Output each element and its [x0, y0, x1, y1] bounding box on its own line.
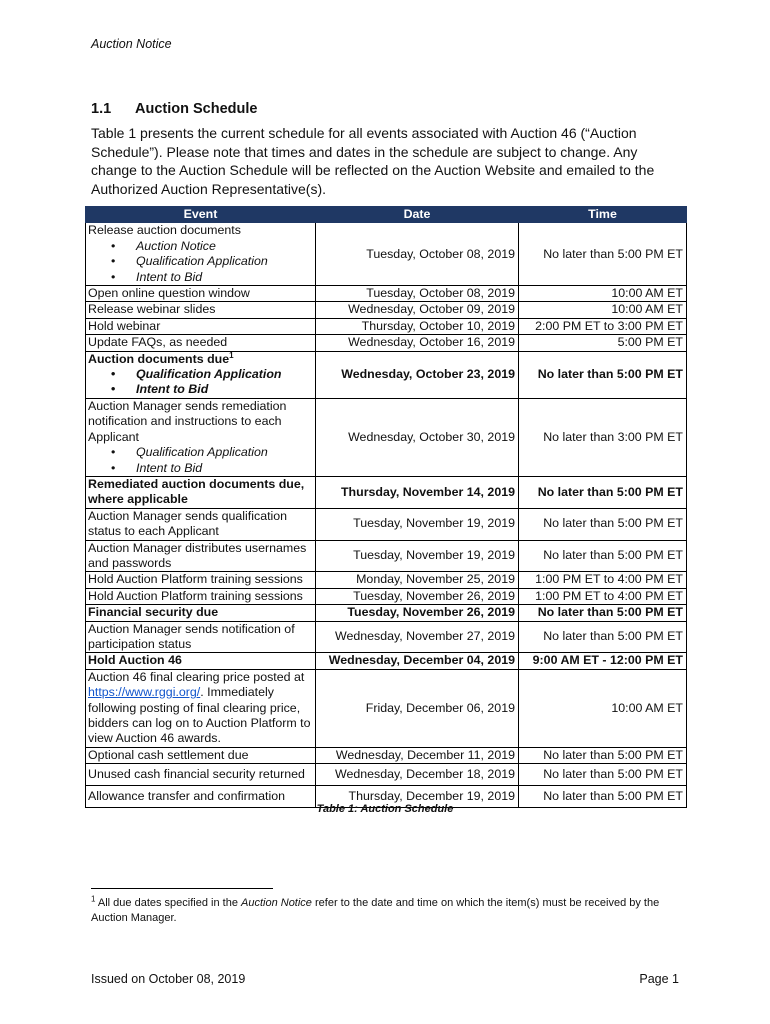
date-cell: Wednesday, December 18, 2019 [316, 764, 519, 786]
time-cell: No later than 5:00 PM ET [519, 223, 687, 286]
footnote-text-italic: Auction Notice [241, 897, 312, 909]
event-cell [86, 223, 316, 286]
bullet-item: • Qualification Application [88, 254, 312, 269]
date-cell: Friday, December 06, 2019 [316, 669, 519, 747]
footnote-ref[interactable]: 1 [229, 350, 234, 360]
date-cell: Thursday, November 14, 2019 [316, 476, 519, 508]
bullet-item: • Auction Notice [88, 239, 312, 254]
header-event: Event [86, 207, 316, 223]
event-cell: Auction Manager distributes usernames and passwords [86, 540, 316, 572]
bullet-item: • Intent to Bid [88, 270, 312, 285]
event-cell: Hold Auction 46 [86, 653, 316, 669]
table-row [86, 476, 687, 508]
event-text-post: . Immediately following posting of final clearing price, bidders can log on to Auction Platform to view Auction 46 awards. [88, 685, 311, 746]
date-cell: Tuesday, November 26, 2019 [316, 588, 519, 604]
bullet-list [88, 239, 312, 285]
bullet-item: • Qualification Application [88, 445, 312, 460]
table-row [86, 223, 687, 286]
time-cell: No later than 5:00 PM ET [519, 764, 687, 786]
table-row [86, 302, 687, 318]
date-cell: Tuesday, November 26, 2019 [316, 605, 519, 621]
event-text-pre: Auction 46 final clearing price posted at [88, 669, 305, 684]
event-cell [86, 351, 316, 398]
time-cell: No later than 5:00 PM ET [519, 351, 687, 398]
time-cell: No later than 3:00 PM ET [519, 398, 687, 476]
table-caption: Table 1: Auction Schedule [316, 803, 454, 815]
bullet-item: • Qualification Application [88, 367, 312, 382]
time-cell: No later than 5:00 PM ET [519, 747, 687, 763]
event-cell: Hold Auction Platform training sessions [86, 588, 316, 604]
event-cell: Hold webinar [86, 318, 316, 334]
time-cell: 1:00 PM ET to 4:00 PM ET [519, 588, 687, 604]
date-cell: Wednesday, October 16, 2019 [316, 335, 519, 351]
date-cell: Wednesday, October 09, 2019 [316, 302, 519, 318]
time-cell: No later than 5:00 PM ET [519, 476, 687, 508]
footnote-divider [91, 888, 273, 889]
time-cell: 10:00 AM ET [519, 286, 687, 302]
table-row [86, 508, 687, 540]
time-cell: No later than 5:00 PM ET [519, 621, 687, 653]
date-cell: Wednesday, December 04, 2019 [316, 653, 519, 669]
header-time: Time [519, 207, 687, 223]
event-text: Auction Manager sends remediation notification and instructions to each Applicant [88, 398, 287, 444]
event-label: Auction documents due [88, 351, 230, 366]
section-heading [91, 101, 257, 117]
event-cell: Unused cash financial security returned [86, 764, 316, 786]
section-title: Auction Schedule [135, 101, 258, 117]
event-cell [86, 398, 316, 476]
table-row [86, 335, 687, 351]
table-row [86, 540, 687, 572]
table-row [86, 588, 687, 604]
header-date: Date [316, 207, 519, 223]
date-cell: Wednesday, October 30, 2019 [316, 398, 519, 476]
table-row [86, 621, 687, 653]
date-cell: Wednesday, October 23, 2019 [316, 351, 519, 398]
bullet-list [88, 445, 312, 476]
footnote [91, 896, 681, 926]
bullet-item: • Intent to Bid [88, 461, 312, 476]
footnote-text-post: refer to the date and time on which the item(s) must be received by the Auction Manager. [91, 897, 660, 924]
footer-issued-date: Issued on October 08, 2019 [91, 972, 246, 986]
table-row [86, 605, 687, 621]
event-cell: Auction Manager sends notification of participation status [86, 621, 316, 653]
table-row [86, 747, 687, 763]
table-row [86, 286, 687, 302]
time-cell: 10:00 AM ET [519, 302, 687, 318]
footnote-text-pre: All due dates specified in the [95, 897, 241, 909]
date-cell: Tuesday, October 08, 2019 [316, 286, 519, 302]
running-header: Auction Notice [91, 37, 172, 51]
time-cell: No later than 5:00 PM ET [519, 605, 687, 621]
event-text [88, 352, 312, 367]
table-row [86, 351, 687, 398]
event-cell: Open online question window [86, 286, 316, 302]
event-cell: Remediated auction documents due, where applicable [86, 476, 316, 508]
date-cell: Wednesday, December 11, 2019 [316, 747, 519, 763]
table-row [86, 653, 687, 669]
section-number: 1.1 [91, 101, 112, 117]
table-row [86, 398, 687, 476]
time-cell: 10:00 AM ET [519, 669, 687, 747]
bullet-item: • Intent to Bid [88, 382, 312, 397]
table-row [86, 669, 687, 747]
table-row [86, 764, 687, 786]
time-cell: 2:00 PM ET to 3:00 PM ET [519, 318, 687, 334]
table-header-row [86, 207, 687, 223]
event-cell: Auction Manager sends qualification status to each Applicant [86, 508, 316, 540]
date-cell: Thursday, October 10, 2019 [316, 318, 519, 334]
event-text: Release auction documents [88, 223, 241, 238]
event-cell: Financial security due [86, 605, 316, 621]
bullet-list [88, 367, 312, 398]
date-cell: Tuesday, November 19, 2019 [316, 540, 519, 572]
footer-page-number: Page 1 [639, 972, 679, 986]
time-cell: 5:00 PM ET [519, 335, 687, 351]
event-cell [86, 669, 316, 747]
auction-schedule-table [85, 206, 687, 808]
event-cell: Update FAQs, as needed [86, 335, 316, 351]
time-cell: 1:00 PM ET to 4:00 PM ET [519, 572, 687, 588]
intro-paragraph: Table 1 presents the current schedule for all events associated with Auction 46 (“Auction Schedule”). Please note that times and dates in the schedule are subject to change. Any change to the Auction Schedule will be reflected on the Auction Website and emailed to the Authorized Auction Representative(s). [91, 125, 655, 197]
event-cell: Optional cash settlement due [86, 747, 316, 763]
date-cell: Monday, November 25, 2019 [316, 572, 519, 588]
time-cell: No later than 5:00 PM ET [519, 540, 687, 572]
time-cell: No later than 5:00 PM ET [519, 786, 687, 808]
time-cell: No later than 5:00 PM ET [519, 508, 687, 540]
rggi-link[interactable]: https://www.rggi.org/ [88, 685, 201, 700]
date-cell: Tuesday, November 19, 2019 [316, 508, 519, 540]
event-cell: Allowance transfer and confirmation [86, 786, 316, 808]
date-cell: Thursday, December 19, 2019 [316, 786, 519, 808]
event-cell: Hold Auction Platform training sessions [86, 572, 316, 588]
time-cell: 9:00 AM ET - 12:00 PM ET [519, 653, 687, 669]
date-cell: Tuesday, October 08, 2019 [316, 223, 519, 286]
date-cell: Wednesday, November 27, 2019 [316, 621, 519, 653]
event-cell: Release webinar slides [86, 302, 316, 318]
footnote-mark: 1 [91, 894, 96, 904]
table-row [86, 572, 687, 588]
table-row [86, 318, 687, 334]
